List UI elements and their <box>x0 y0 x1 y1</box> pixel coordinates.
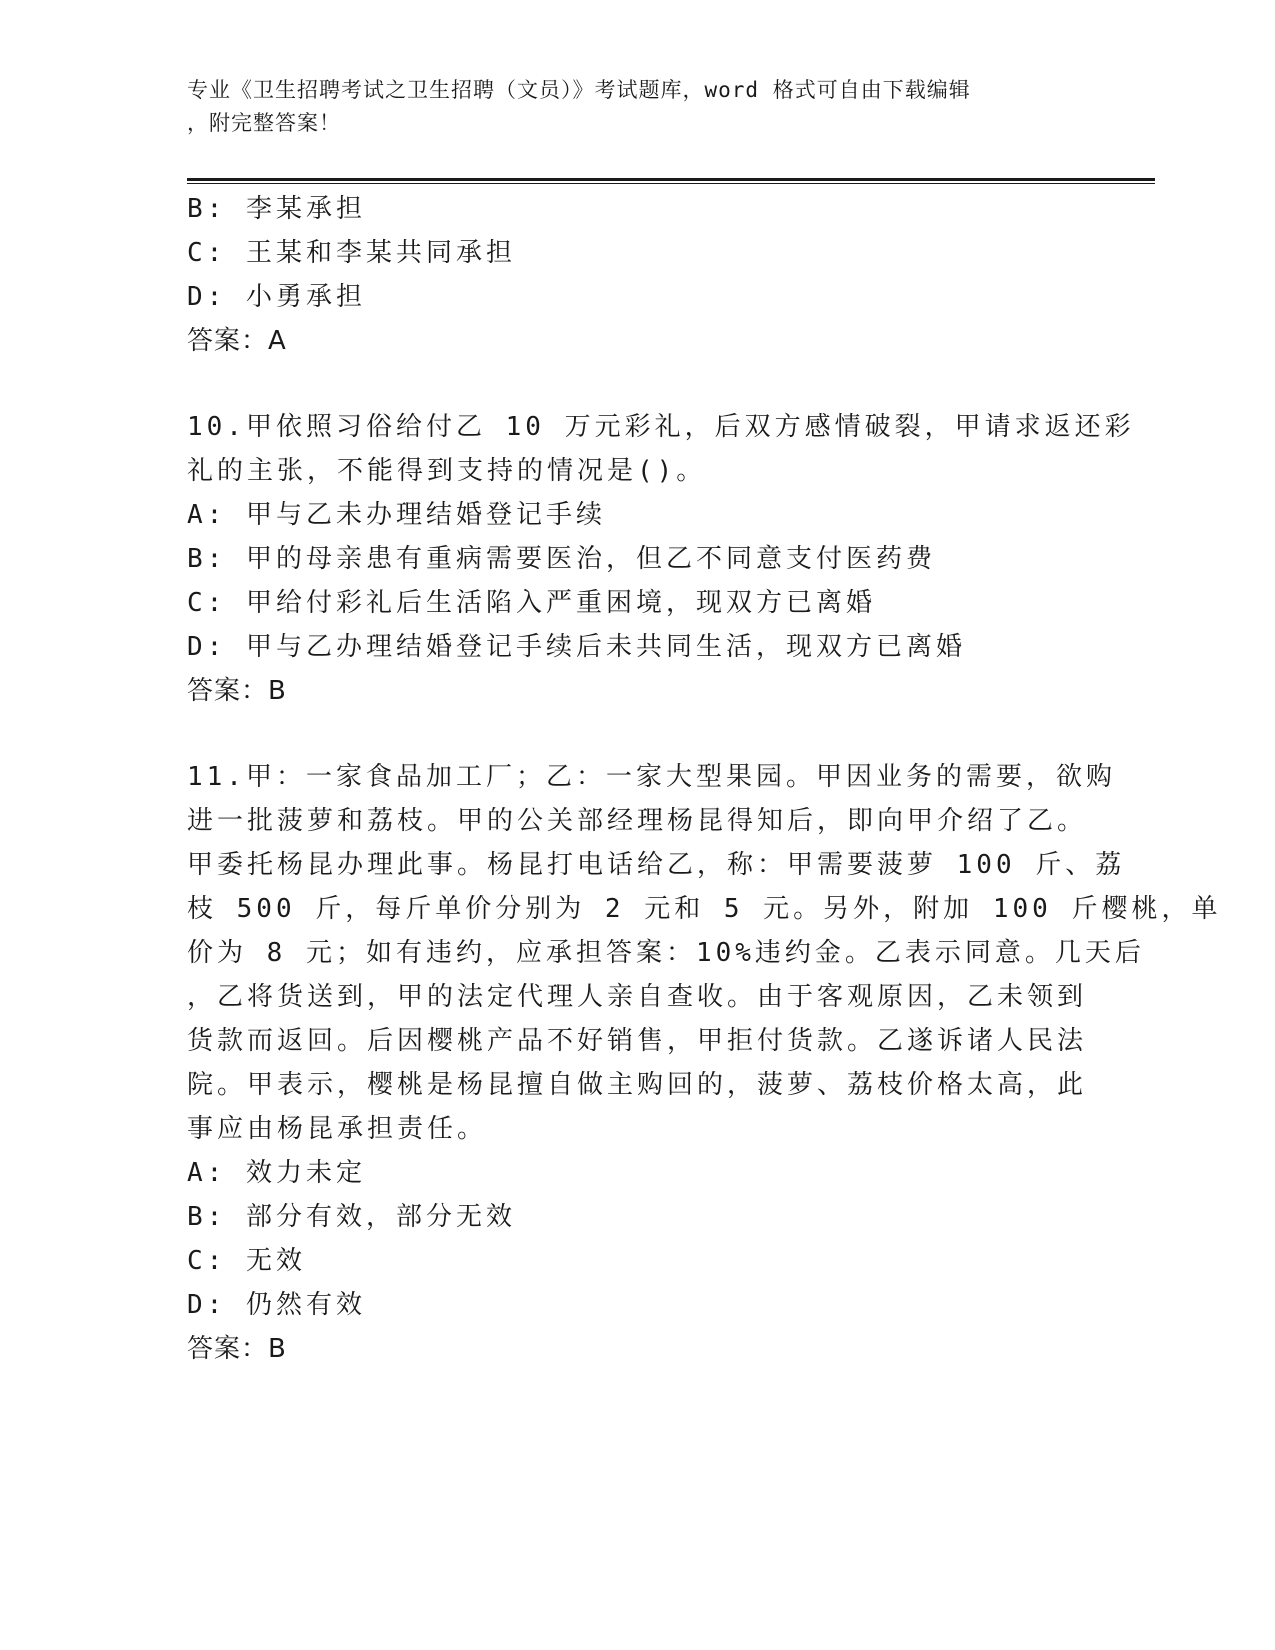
q11-stem-line-6: ，乙将货送到，甲的法定代理人亲自查收。由于客观原因，乙未领到 <box>187 982 1088 1012</box>
q11-stem-line-9: 事应由杨昆承担责任。 <box>187 1114 488 1144</box>
q11-stem-line-1: 11.甲：一家食品加工厂；乙：一家大型果园。甲因业务的需要，欲购 <box>187 762 1116 792</box>
q10-stem-line-2: 礼的主张，不能得到支持的情况是()。 <box>187 456 707 486</box>
q11-answer: 答案：B <box>187 1334 287 1364</box>
q11-option-c: C: 无效 <box>187 1246 306 1276</box>
q10-answer: 答案：B <box>187 676 287 706</box>
q10-option-c: C: 甲给付彩礼后生活陷入严重困境，现双方已离婚 <box>187 588 876 618</box>
header-line-1: 专业《卫生招聘考试之卫生招聘（文员）》考试题库，word 格式可自由下载编辑 <box>187 78 971 102</box>
prev-option-c: C: 王某和李某共同承担 <box>187 238 516 268</box>
q11-option-a: A: 效力未定 <box>187 1158 366 1188</box>
q10-stem-line-1: 10.甲依照习俗给付乙 10 万元彩礼，后双方感情破裂，甲请求返还彩 <box>187 412 1135 442</box>
header-line-2: ，附完整答案！ <box>187 111 341 135</box>
q11-option-d: D: 仍然有效 <box>187 1290 366 1320</box>
q11-stem-line-8: 院。甲表示，樱桃是杨昆擅自做主购回的，菠萝、荔枝价格太高，此 <box>187 1070 1088 1100</box>
prev-option-d: D: 小勇承担 <box>187 282 366 312</box>
q10-option-d: D: 甲与乙办理结婚登记手续后未共同生活，现双方已离婚 <box>187 632 966 662</box>
q11-stem-line-4: 枝 500 斤，每斤单价分别为 2 元和 5 元。另外，附加 100 斤樱桃，单 <box>187 894 1222 924</box>
header-divider-thick <box>187 178 1155 181</box>
q10-option-a: A: 甲与乙未办理结婚登记手续 <box>187 500 606 530</box>
q11-option-b: B: 部分有效，部分无效 <box>187 1202 516 1232</box>
q10-option-b: B: 甲的母亲患有重病需要医治，但乙不同意支付医药费 <box>187 544 936 574</box>
q11-stem-line-7: 货款而返回。后因樱桃产品不好销售，甲拒付货款。乙遂诉诸人民法 <box>187 1026 1088 1056</box>
prev-option-b: B: 李某承担 <box>187 194 366 224</box>
q11-stem-line-3: 甲委托杨昆办理此事。杨昆打电话给乙，称：甲需要菠萝 100 斤、荔 <box>187 850 1126 880</box>
q11-stem-line-2: 进一批菠萝和荔枝。甲的公关部经理杨昆得知后，即向甲介绍了乙。 <box>187 806 1088 836</box>
document-header <box>187 74 1067 140</box>
q11-stem-line-5: 价为 8 元；如有违约，应承担答案：10%违约金。乙表示同意。几天后 <box>187 938 1145 968</box>
prev-answer: 答案：A <box>187 326 287 356</box>
header-divider-thin <box>187 183 1155 184</box>
